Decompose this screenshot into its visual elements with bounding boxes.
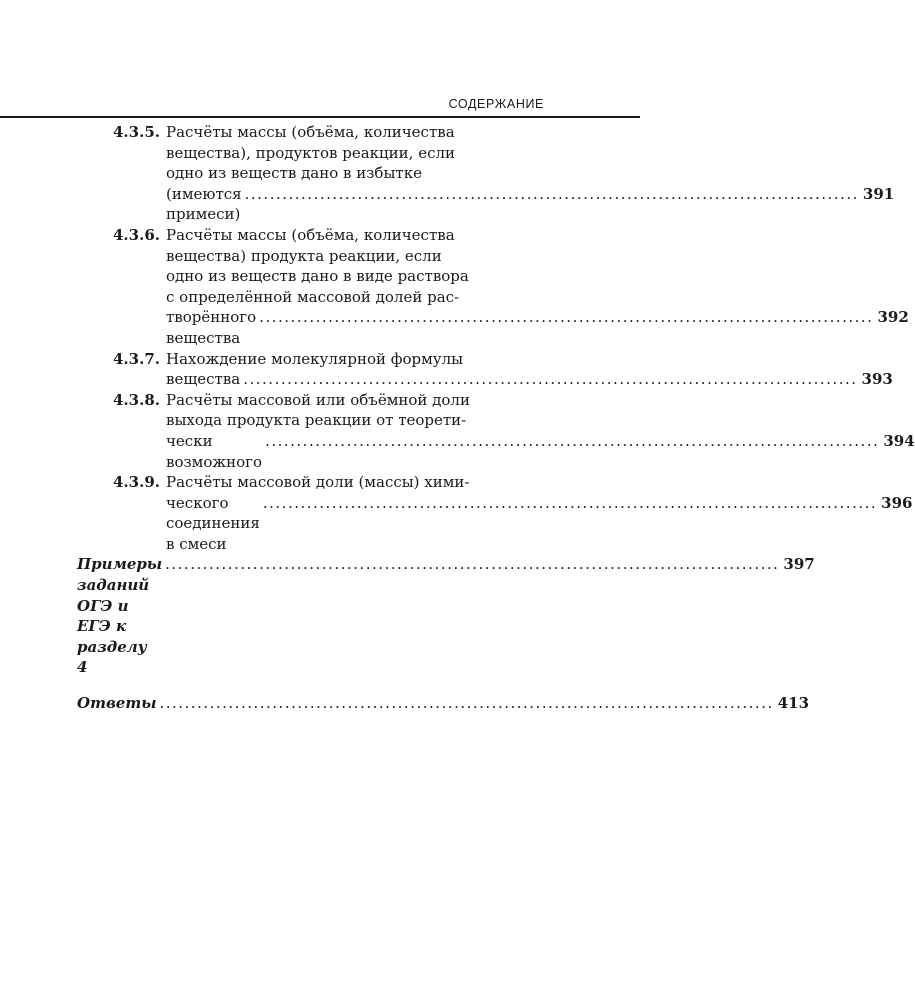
toc-page-number[interactable]: 391 [862, 184, 895, 203]
toc-entry-line: чески возможного [166, 431, 263, 471]
toc-section-title: Примеры заданий ОГЭ и ЕГЭ к разделу 4 [77, 555, 163, 677]
toc-entry-4-3-5[interactable] [0, 122, 895, 225]
toc-entry-line: ческого соединения в смеси [166, 493, 260, 553]
toc-page-number[interactable]: 397 [783, 555, 815, 574]
toc-entry-line: вещества), продуктов реакции, если [166, 143, 456, 162]
toc-entry-number: 4.3.7. [113, 349, 160, 368]
toc-section-answers[interactable] [0, 693, 810, 714]
toc-entry-line: выхода продукта реакции от теорети- [166, 411, 467, 430]
toc-entry-4-3-7[interactable] [0, 349, 893, 390]
dot-leader: .................................................................................................. [262, 493, 878, 512]
toc-page-number[interactable]: 393 [861, 370, 893, 389]
toc-entry-line: вещества [166, 370, 241, 389]
header-rule [0, 116, 640, 118]
toc-entry-line: (имеются примеси) [166, 184, 242, 224]
toc-section-title: Ответы [77, 694, 157, 713]
toc-page-number[interactable]: 392 [877, 308, 909, 327]
toc-entry-number: 4.3.8. [113, 390, 160, 409]
toc-entry-number: 4.3.9. [113, 473, 160, 492]
dot-leader: .................................................................................................. [244, 184, 859, 203]
toc-section-examples[interactable] [0, 554, 815, 678]
toc-entry-number: 4.3.6. [113, 225, 160, 244]
toc-entry-number: 4.3.5. [113, 123, 160, 141]
toc-entry-line: вещества) продукта реакции, если [166, 246, 442, 265]
running-head: СОДЕРЖАНИЕ [448, 97, 544, 111]
dot-leader: .................................................................................................. [265, 431, 880, 450]
toc-page-number[interactable]: 396 [881, 493, 913, 512]
toc-entry-line: одно из веществ дано в виде раствора [166, 267, 469, 286]
dot-leader: .................................................................................................. [243, 370, 858, 389]
toc-entry-line: одно из веществ дано в избытке [166, 164, 422, 183]
toc-entry-line: с определённой массовой долей рас- [166, 287, 460, 306]
dot-leader: .................................................................................................. [159, 694, 774, 713]
toc-page-number[interactable]: 413 [777, 694, 810, 713]
toc-entry-4-3-9[interactable] [0, 472, 913, 554]
toc-entry-line: Нахождение молекулярной формулы [166, 349, 464, 368]
table-of-contents [0, 122, 915, 714]
toc-entry-line: творённого вещества [166, 308, 257, 347]
toc-entry-line: Расчёты массовой доли (массы) хими- [166, 473, 470, 492]
dot-leader: .................................................................................................. [259, 308, 874, 327]
dot-leader: .................................................................................................. [165, 555, 780, 574]
toc-entry-line: Расчёты массы (объёма, количества [166, 225, 455, 244]
toc-entry-4-3-8[interactable] [0, 390, 915, 472]
toc-entry-4-3-6[interactable] [0, 225, 909, 349]
toc-entry-line: Расчёты массы (объёма, количества [166, 123, 455, 141]
toc-entry-line: Расчёты массовой или объёмной доли [166, 390, 470, 409]
toc-page-number[interactable]: 394 [883, 431, 915, 450]
